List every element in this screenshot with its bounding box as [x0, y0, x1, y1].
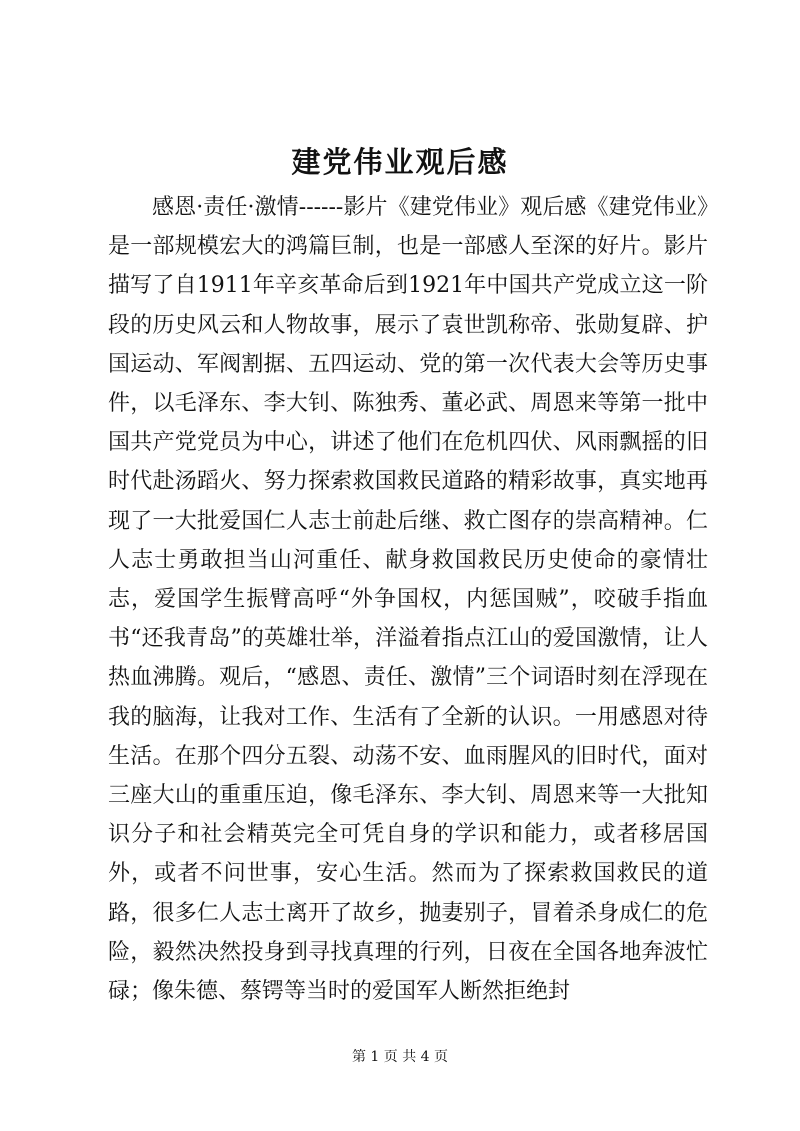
- document-title: 建党伟业观后感: [291, 145, 509, 179]
- document-body: 感恩·责任·激情------影片《建党伟业》观后感《建党伟业》是一部规模宏大的鸿篇巨制，也是一部感人至深的好片。影片描写了自1911年辛亥革命后到1921年中国共产党成立这一阶段的历史风云和人物故事，展示了袁世凯称帝、张勋复辟、护国运动、军阀割据、五四运动、党的第一次代表大会等历史事件，以毛泽东、李大钊、陈独秀、董必武、周恩来等第一批中国共产党党员为中心，讲述了他们在危机四伏、风雨飘摇的旧时代赴汤蹈火、努力探索救国救民道路的精彩故事，真实地再现了一大批爱国仁人志士前赴后继、救亡图存的崇高精神。仁人志士勇敢担当山河重任、献身救国救民历史使命的豪情壮志，爱国学生振臂高呼“外争国权，内惩国贼”，咬破手指血书“还我青岛”的英雄壮举，洋溢着指点江山的爱国激情，让人热血沸腾。观后，“感恩、责任、激情”三个词语时刻在浮现在我的脑海，让我对工作、生活有了全新的认识。一用感恩对待生活。在那个四分五裂、动荡不安、血雨腥风的旧时代，面对三座大山的重重压迫，像毛泽东、李大钊、周恩来等一大批知识分子和社会精英完全可凭自身的学识和能力，或者移居国外，或者不问世事，安心生活。然而为了探索救国救民的道路，很多仁人志士离开了故乡，抛妻别子，冒着杀身成仁的危险，毅然决然投身到寻找真理的行列，日夜在全国各地奔波忙碌；像朱德、蔡锷等当时的爱国军人断然拒绝封: [108, 195, 708, 1005]
- page-footer: 第 1 页 共 4 页: [351, 1049, 449, 1065]
